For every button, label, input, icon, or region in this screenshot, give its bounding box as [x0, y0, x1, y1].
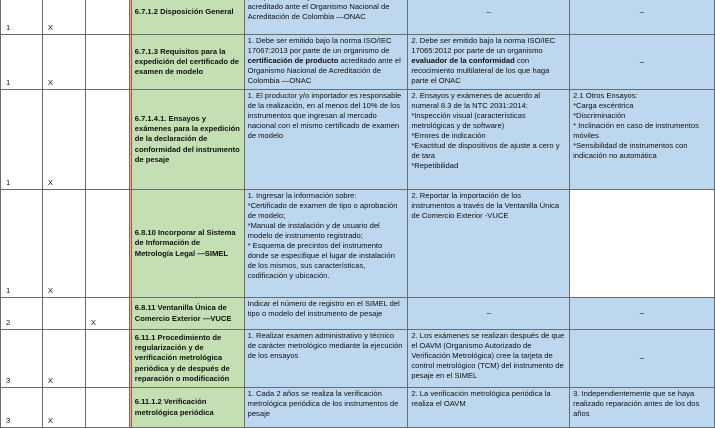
table-row [1, 298, 715, 330]
cell-line: *Manual de instalación y de usuario del modelo de instrumento registrado; [247, 221, 382, 241]
requirement-cell-1[interactable] [244, 90, 408, 190]
cell-line: *Inspección visual (características metrológicas y de software) [411, 111, 528, 131]
mark-cell-a[interactable]: X [42, 388, 85, 428]
requirement-cell-2[interactable]: – [408, 298, 570, 330]
requirement-cell-2[interactable] [408, 388, 570, 428]
requirement-cell-1[interactable] [244, 298, 408, 330]
section-cell[interactable]: 6.7.1.4.1. Ensayos y exámenes para la expedición de la declaración de conformidad del instrumento de pesaje [131, 90, 244, 190]
cell-line: *Repetibilidad [411, 161, 459, 171]
row-number-cell[interactable]: 1 [1, 90, 43, 190]
requirement-cell-2[interactable] [408, 90, 570, 190]
requirement-cell-2[interactable] [408, 330, 570, 388]
cell-text: acreditado ante el Organismo Nacional de Acreditación de Colombia —ONAC [247, 56, 401, 86]
cell-line: 1. Ingresar la información sobre: [247, 191, 357, 200]
mark-cell-a[interactable]: X [42, 90, 85, 190]
requirement-cell-2[interactable]: – [408, 0, 570, 35]
cell-line: * Inclinación en caso de instrumentos móviles [573, 121, 701, 141]
requirement-cell-1[interactable] [244, 190, 408, 298]
table-row [1, 330, 715, 388]
cell-text: con recocimiento multilateral de los que haga parte el ONAC [411, 56, 550, 86]
section-cell[interactable]: 6.11.1.2 Verificación metrológica periódica [131, 388, 244, 428]
row-number-cell[interactable]: 1 [1, 0, 43, 35]
cell-line: 2. Reportar la importación de los instrumentos a través de la Ventanilla Única de Comercio Exterior -VUCE [411, 191, 562, 221]
cell-line: 2. La verificación metrológica periódica la realiza el OAVM [411, 389, 553, 409]
table-row [1, 35, 715, 90]
requirement-cell-1[interactable] [244, 0, 408, 35]
cell-text-bold: evaluador de la conformidad [411, 56, 515, 66]
requirement-cell-3[interactable] [570, 90, 715, 190]
mark-cell-b[interactable] [85, 190, 129, 298]
requirement-cell-2[interactable] [408, 35, 570, 90]
row-number-cell[interactable]: 3 [1, 388, 43, 428]
mark-cell-a[interactable]: X [42, 330, 85, 388]
row-number-cell[interactable]: 2 [1, 298, 43, 330]
requirement-cell-1[interactable] [244, 35, 408, 90]
table-row [1, 190, 715, 298]
mark-cell-b[interactable] [85, 330, 129, 388]
requirement-cell-1[interactable] [244, 388, 408, 428]
requirement-cell-3[interactable] [570, 190, 715, 298]
row-number-cell[interactable]: 1 [1, 190, 43, 298]
table-row [1, 388, 715, 428]
table-row [1, 0, 715, 35]
section-cell[interactable]: 6.7.1.3 Requisitos para la expedición del certificado de examen de modelo [131, 35, 244, 90]
cell-line: 1. El productor y/o importador es responsable de la realización, en al menos del 10% de los instrumentos que ingresan al mercado nacional con el mismo certificado de examen de modelo [247, 91, 404, 141]
cell-line: 1. Realizar examen administrativo y técnico de carácter metrológico mediante la ejecución de los ensayos [247, 331, 405, 361]
requirement-cell-1[interactable] [244, 330, 408, 388]
cell-line: Acreditación de Colombia —ONAC [247, 12, 366, 22]
cell-line: *Sensibilidad de instrumentos con indicación no automática [573, 141, 690, 161]
section-cell[interactable]: 6.11.1 Procedimiento de regularización y de verificación metrológica periódica y de después de reparación o modificación [131, 330, 244, 388]
cell-text-bold: certificación de producto [247, 56, 339, 66]
section-cell[interactable]: 6.8.11 Ventanilla Única de Comercio Exterior —VUCE [131, 298, 244, 330]
mark-cell-b[interactable] [85, 90, 129, 190]
cell-line: 2.1 Otros Ensayos: [573, 91, 638, 100]
requirement-cell-2[interactable] [408, 190, 570, 298]
mark-cell-a[interactable] [42, 298, 85, 330]
mark-cell-a[interactable]: X [42, 35, 85, 90]
mark-cell-b[interactable]: X [85, 298, 129, 330]
mark-cell-a[interactable]: X [42, 190, 85, 298]
cell-line: * Esquema de precintos del instrumento donde se especifique el lugar de instalación de los mismos, sus características, codificación y ubicación. [247, 241, 398, 281]
cell-line: acreditado ante el Organismo Nacional de [247, 2, 390, 12]
cell-line: *Carga excéntrica [573, 101, 634, 111]
cell-line: *Discriminación [573, 111, 626, 121]
requirement-cell-3[interactable]: – [570, 330, 715, 388]
requirement-cell-3[interactable]: – [570, 35, 715, 90]
cell-line: 3. Independientemente que se haya realizado reparación antes de los dos años [573, 389, 702, 419]
mark-cell-a[interactable]: X [42, 0, 85, 35]
mark-cell-b[interactable] [85, 388, 129, 428]
cell-line: *Certificado de examen de tipo o aprobación de modelo; [247, 201, 400, 221]
cell-line: *Errores de indicación [411, 131, 486, 141]
cell-line: Indicar el número de registro en el SIMEL del tipo o modelo del instrumento de pesaje [247, 299, 402, 319]
requirement-cell-3[interactable]: – [570, 0, 715, 35]
table-row [1, 90, 715, 190]
requirement-cell-3[interactable] [570, 388, 715, 428]
requirement-cell-3[interactable]: – [570, 298, 715, 330]
cell-line: 1. Cada 2 años se realiza la verificación metrológica periódica de los instrumentos de pesaje [247, 389, 401, 419]
cell-line: 2. Ensayos y exámenes de acuerdo al numeral 8.3 de la NTC 2031:2014: [411, 91, 543, 111]
row-number-cell[interactable]: 3 [1, 330, 43, 388]
section-cell[interactable]: 6.7.1.2 Disposición General [131, 0, 244, 35]
cell-text: 2. Debe ser emitido bajo la norma ISO/IEC 17065:2012 por parte de un organismo [411, 36, 556, 56]
mark-cell-b[interactable] [85, 0, 129, 35]
cell-line: 2. Los exámenes se realizan después de que el OAVM (Organismo Autorizado de Verificación Metrológica) cree la tarjeta de control metrológico (TCM) del instrumento de pesaje en el SIMEL [411, 331, 567, 381]
cell-line: *Exactitud de dispositivos de ajuste a cero y de tara [411, 141, 562, 161]
row-number-cell[interactable]: 1 [1, 35, 43, 90]
cell-text: 1. Debe ser emitido bajo la norma ISO/IEC 17067:2013 por parte de un organismo de [247, 36, 392, 56]
section-cell[interactable]: 6.8.10 Incorporar al Sistema de Información de Metrología Legal —SIMEL [131, 190, 244, 298]
mark-cell-b[interactable] [85, 35, 129, 90]
